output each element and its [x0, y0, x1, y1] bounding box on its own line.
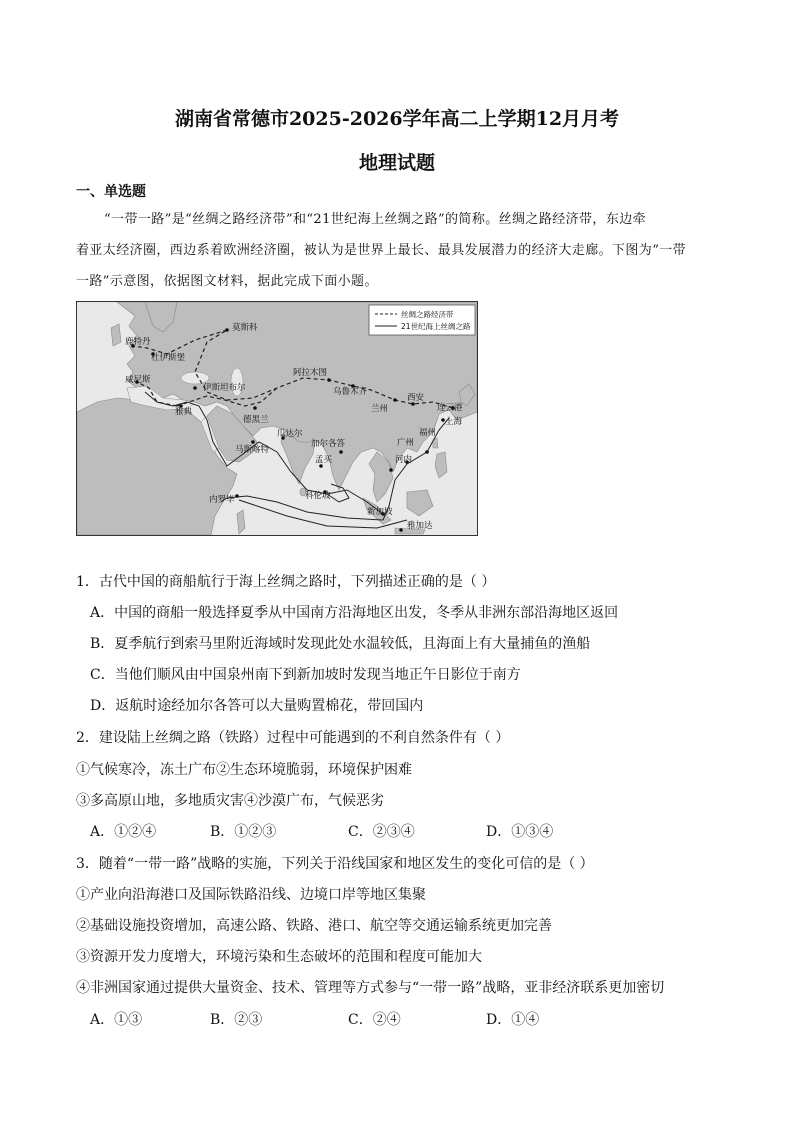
question-2-statement-2: ③多高原山地，多地质灾害④沙漠广布，气候恶劣: [76, 793, 384, 809]
city-istanbul: 伊斯坦布尔: [203, 383, 246, 393]
map-legend: [369, 305, 475, 335]
question-3-stem: 3．随着“一带一路”战略的实施，下列关于沿线国家和地区发生的变化可信的是（ ）: [76, 856, 594, 872]
city-fuzhou: 福州: [419, 428, 437, 438]
city-duisburg: 杜伊斯堡: [151, 353, 186, 363]
question-3-statement-1: ①产业向沿海港口及国际铁路沿线、边境口岸等地区集聚: [76, 887, 426, 903]
question-1-option-a: A．中国的商船一般选择夏季从中国南方沿海地区出发，冬季从非洲东部沿海地区返回: [90, 605, 619, 621]
city-jakarta: 雅加达: [407, 521, 433, 531]
map-svg: [77, 302, 477, 535]
question-3-option-b: B．②③: [210, 1012, 263, 1028]
city-guangzhou: 广州: [397, 438, 415, 448]
city-gwadar: 瓜达尔: [277, 429, 303, 439]
question-2-statement-1: ①气候寒冷，冻土广布②生态环境脆弱，环境保护困难: [76, 762, 412, 778]
city-shanghai: 上海: [445, 417, 463, 427]
question-3-option-c: C．②④: [348, 1012, 401, 1028]
city-xian: 西安: [407, 393, 425, 403]
city-singapore: 新加坡: [367, 507, 393, 517]
city-lanzhou: 兰州: [371, 404, 389, 414]
question-3-statement-4: ④非洲国家通过提供大量资金、技术、管理等方式参与“一带一路”战略，亚非经济联系更加密切: [76, 980, 665, 996]
question-2-option-a: A．①②④: [90, 824, 157, 840]
question-2-option-d: D．①③④: [486, 824, 554, 840]
belt-and-road-map: [76, 301, 478, 536]
city-hanoi: 河内: [395, 455, 413, 465]
city-almaty: 阿拉木图: [293, 368, 328, 378]
question-2-stem: 2．建设陆上丝绸之路（铁路）过程中可能遇到的不利自然条件有（ ）: [76, 730, 510, 746]
section-heading: 一、单选题: [76, 184, 146, 200]
city-tehran: 德黑兰: [243, 415, 269, 425]
question-3-statement-3: ③资源开发力度增大，环境污染和生态破坏的范围和程度可能加大: [76, 949, 482, 965]
question-2-option-c: C．②③④: [348, 824, 415, 840]
british-isles-landmass: [111, 324, 121, 346]
question-2-option-b: B．①②③: [210, 824, 277, 840]
city-lianyungang: 连云港: [437, 403, 463, 413]
page-title: 湖南省常德市2025-2026学年高二上学期12月月考: [174, 108, 620, 130]
question-3-option-d: D．①④: [486, 1012, 540, 1028]
city-muscat: 马斯喀特: [235, 445, 270, 455]
legend-road-label: 21世纪海上丝绸之路: [401, 322, 471, 331]
question-1-option-d: D．返航时途经加尔各答可以大量购置棉花，带回国内: [90, 698, 424, 714]
legend-belt-label: 丝绸之路经济带: [401, 310, 454, 319]
question-1-option-c: C．当他们顺风由中国泉州南下到新加坡时发现当地正午日影位于南方: [90, 667, 521, 683]
city-rotterdam: 鹿特丹: [125, 337, 151, 347]
page-subtitle: 地理试题: [358, 152, 435, 174]
city-nairobi: 内罗毕: [209, 495, 235, 505]
road-route-africa: [221, 496, 383, 520]
question-3-option-a: A．①③: [90, 1012, 143, 1028]
city-athens: 雅典: [175, 407, 193, 417]
intro-line-2: 着亚太经济圈，西边系着欧洲经济圈，被认为是世界上最长、最具发展潜力的经济大走廊。下图为“一带: [76, 243, 687, 258]
question-3-statement-2: ②基础设施投资增加，高速公路、铁路、港口、航空等交通运输系统更加完善: [76, 918, 552, 934]
city-moscow: 莫斯科: [232, 323, 258, 333]
city-mumbai: 孟买: [315, 455, 333, 465]
question-1-stem: 1．古代中国的商船航行于海上丝绸之路时，下列描述正确的是（ ）: [76, 574, 496, 590]
philippines-landmass: [435, 452, 447, 478]
city-urumqi: 乌鲁木齐: [333, 387, 368, 397]
borneo-landmass: [407, 490, 433, 516]
madagascar-landmass: [237, 510, 245, 534]
city-colombo: 科伦坡: [305, 491, 331, 501]
intro-line-1: “一带一路”是“丝绸之路经济带”和“21世纪海上丝绸之路”的简称。丝绸之路经济带，东边牵: [104, 212, 647, 227]
city-venice: 威尼斯: [125, 375, 151, 385]
intro-line-3: 一路”示意图，依据图文材料，据此完成下面小题。: [76, 274, 378, 289]
question-1-option-b: B．夏季航行到索马里附近海域时发现此处水温较低，且海面上有大量捕鱼的渔船: [90, 636, 591, 652]
city-kolkata: 加尔各答: [311, 439, 346, 449]
